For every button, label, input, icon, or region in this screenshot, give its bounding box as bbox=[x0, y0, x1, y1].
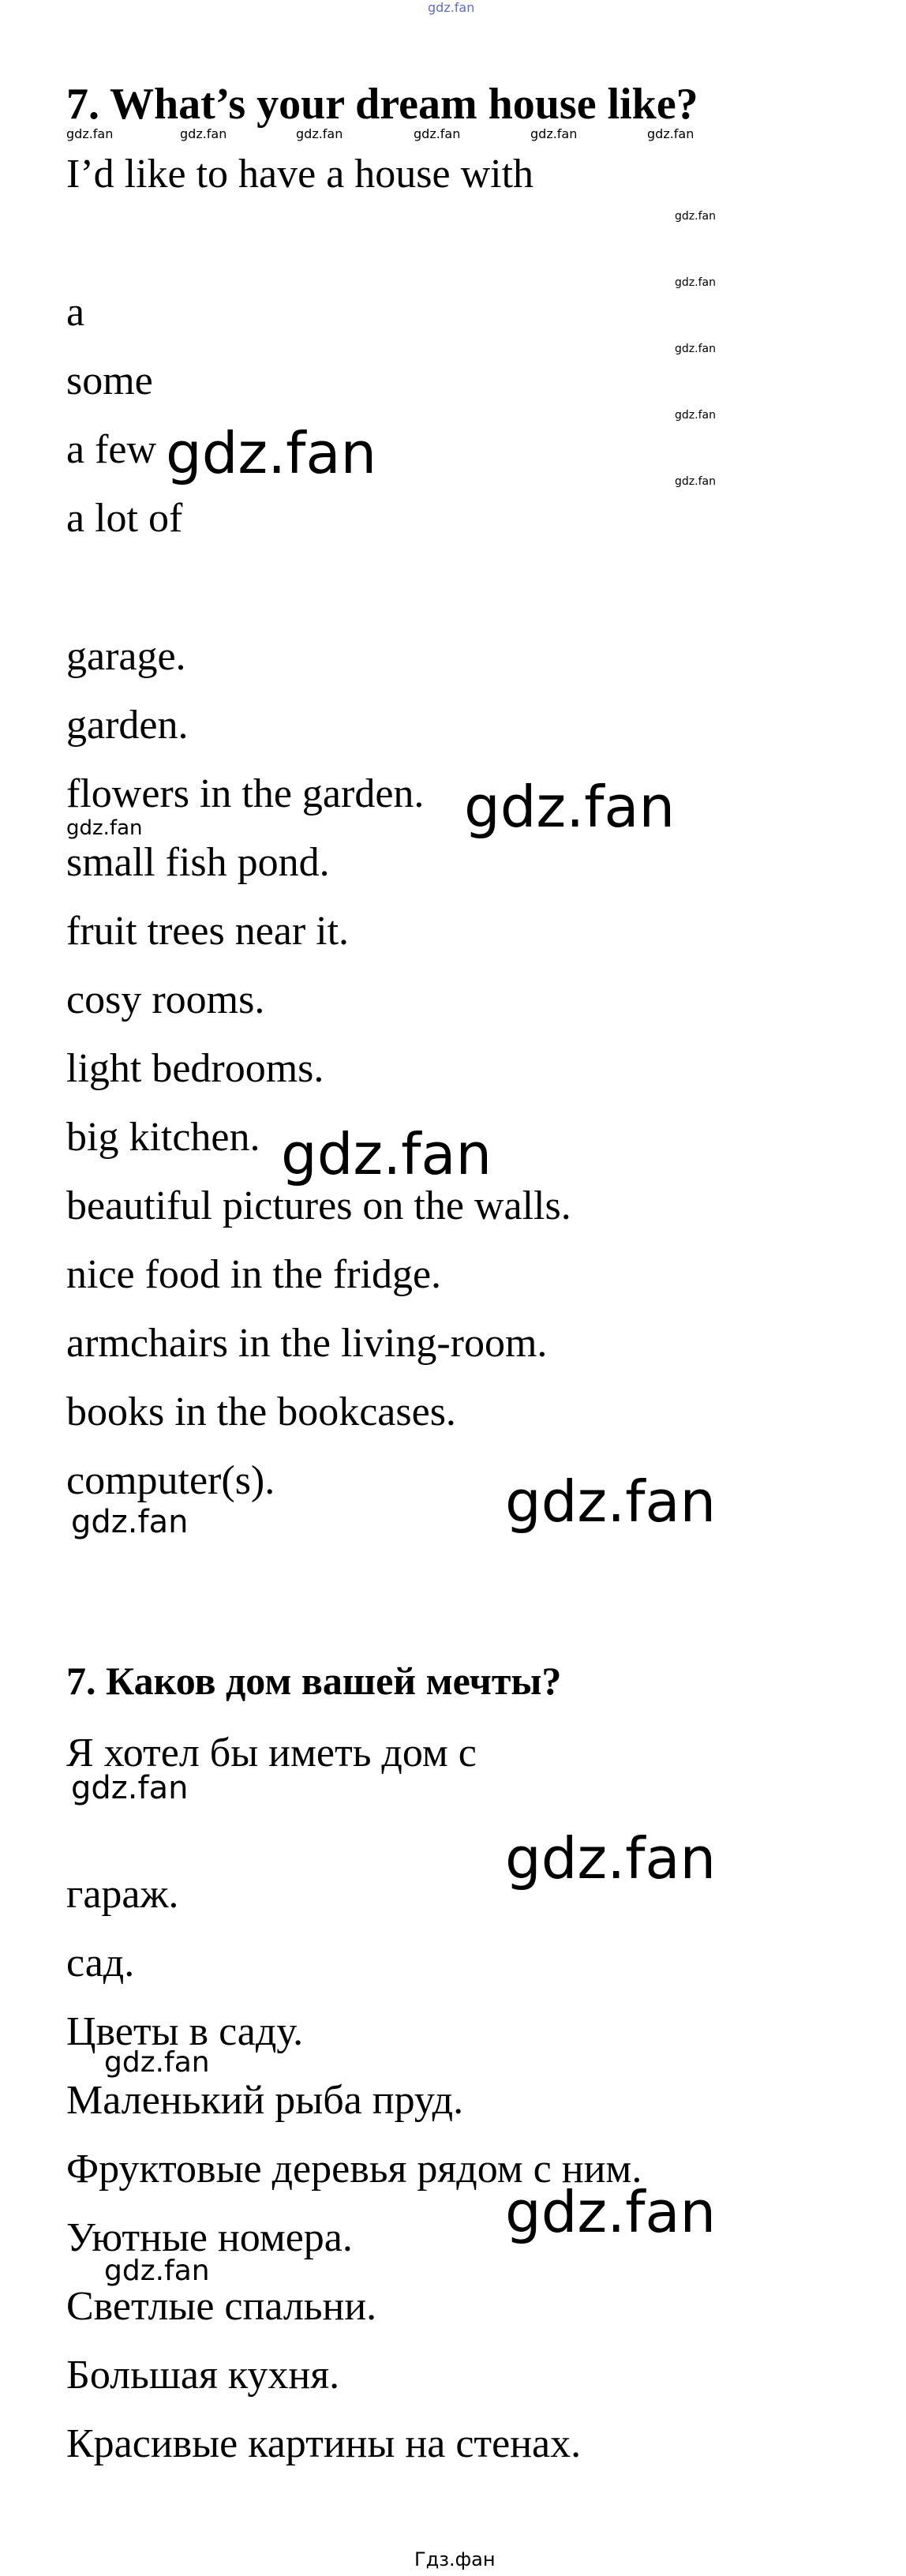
watermark-large: gdz.fan bbox=[505, 1825, 717, 1892]
watermark-medium: gdz.fan bbox=[104, 2255, 210, 2287]
item-garage: garage. bbox=[66, 634, 186, 679]
quantifier-a-lot-of: a lot of bbox=[66, 496, 183, 541]
watermark-medium: gdz.fan bbox=[104, 2046, 210, 2079]
ru-item-big-kitchen: Большая кухня. bbox=[66, 2353, 340, 2398]
ru-item-cosy-rooms: Уютные номера. bbox=[66, 2215, 353, 2260]
ru-item-light-bedrooms: Светлые спальни. bbox=[66, 2284, 377, 2329]
watermark-medium: gdz.fan bbox=[71, 1770, 189, 1806]
english-intro: I’d like to have a house with bbox=[66, 152, 534, 197]
ru-item-garage: гараж. bbox=[66, 1872, 179, 1917]
item-light-bedrooms: light bedrooms. bbox=[66, 1046, 324, 1091]
watermark-small: gdz.fan bbox=[180, 126, 227, 141]
footer-watermark: Гдз.фан bbox=[414, 2548, 496, 2570]
watermark-small: gdz.fan bbox=[296, 126, 343, 141]
watermark-large: gdz.fan bbox=[166, 420, 377, 486]
item-computers: computer(s). bbox=[66, 1458, 275, 1503]
ru-item-fish-pond: Маленький рыба пруд. bbox=[66, 2078, 464, 2123]
ru-item-garden: сад. bbox=[66, 1940, 135, 1985]
quantifier-a: a bbox=[66, 290, 85, 335]
item-armchairs: armchairs in the living-room. bbox=[66, 1321, 548, 1366]
russian-heading: 7. Каков дом вашей мечты? bbox=[66, 1659, 562, 1703]
watermark-tiny: gdz.fan bbox=[675, 475, 716, 488]
item-flowers: flowers in the garden. bbox=[66, 771, 425, 816]
item-garden: garden. bbox=[66, 703, 189, 748]
quantifier-a-few: a few bbox=[66, 427, 157, 472]
item-fish-pond: small fish pond. bbox=[66, 840, 330, 885]
top-watermark: gdz.fan bbox=[428, 0, 475, 15]
english-heading: 7. What’s your dream house like? bbox=[66, 80, 698, 129]
watermark-tiny: gdz.fan bbox=[675, 210, 716, 223]
watermark-tiny: gdz.fan bbox=[675, 343, 716, 355]
ru-item-flowers: Цветы в саду. bbox=[66, 2009, 304, 2054]
ru-item-fruit-trees: Фруктовые деревья рядом с ним. bbox=[66, 2147, 642, 2192]
watermark-large: gdz.fan bbox=[505, 1468, 717, 1535]
watermark-small: gdz.fan bbox=[66, 816, 143, 840]
ru-item-pictures: Красивые картины на стенах. bbox=[66, 2421, 582, 2466]
item-cosy-rooms: cosy rooms. bbox=[66, 977, 265, 1022]
russian-intro: Я хотел бы иметь дом с bbox=[66, 1730, 477, 1775]
watermark-small: gdz.fan bbox=[414, 126, 461, 141]
watermark-small: gdz.fan bbox=[66, 126, 114, 141]
item-fruit-trees: fruit trees near it. bbox=[66, 909, 350, 954]
watermark-tiny: gdz.fan bbox=[675, 409, 716, 422]
watermark-small: gdz.fan bbox=[647, 126, 694, 141]
watermark-tiny: gdz.fan bbox=[675, 276, 716, 289]
item-pictures: beautiful pictures on the walls. bbox=[66, 1183, 571, 1228]
item-food: nice food in the fridge. bbox=[66, 1252, 442, 1297]
item-books: books in the bookcases. bbox=[66, 1389, 456, 1434]
watermark-small: gdz.fan bbox=[530, 126, 578, 141]
watermark-medium: gdz.fan bbox=[71, 1504, 189, 1540]
quantifier-some: some bbox=[66, 358, 153, 403]
watermark-large: gdz.fan bbox=[281, 1121, 492, 1187]
watermark-large: gdz.fan bbox=[464, 774, 676, 840]
watermark-large: gdz.fan bbox=[505, 2179, 717, 2245]
item-big-kitchen: big kitchen. bbox=[66, 1115, 260, 1160]
